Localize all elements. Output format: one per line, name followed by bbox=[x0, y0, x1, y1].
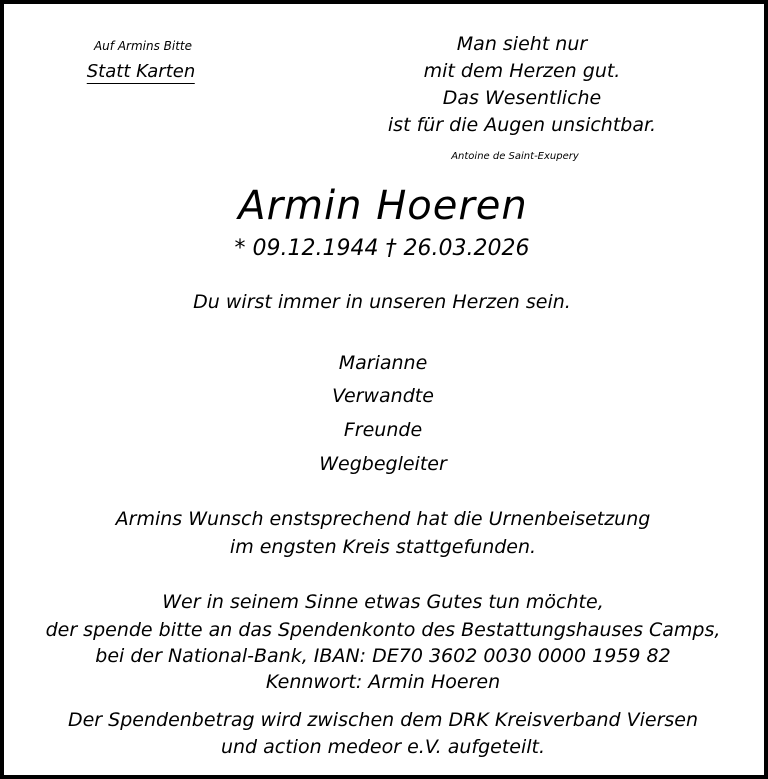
donation-line-1: Wer in seinem Sinne etwas Gutes tun möchte, bbox=[162, 591, 604, 613]
split-note-line-2: und action medeor e.V. aufgeteilt. bbox=[220, 736, 546, 758]
memorial-message: Du wirst immer in unseren Herzen sein. bbox=[193, 291, 571, 313]
quote-line-2: mit dem Herzen gut. bbox=[423, 60, 621, 82]
quote-line-3: Das Wesentliche bbox=[442, 87, 602, 109]
mourner-wegbegleiter: Wegbegleiter bbox=[319, 453, 447, 475]
quote-line-1: Man sieht nur bbox=[456, 33, 588, 55]
mourner-marianne: Marianne bbox=[338, 352, 428, 374]
quote-author: Antoine de Saint-Exupery bbox=[451, 151, 579, 162]
mourner-verwandte: Verwandte bbox=[332, 385, 434, 407]
split-note-line-1: Der Spendenbetrag wird zwischen dem DRK Kreisverband Viersen bbox=[67, 709, 699, 731]
donation-line-2: der spende bitte an das Spendenkonto des Bestattungshauses Camps, bbox=[45, 619, 721, 641]
deceased-name: Armin Hoeren bbox=[238, 183, 528, 229]
mourner-freunde: Freunde bbox=[343, 419, 423, 441]
life-dates: * 09.12.1944 † 26.03.2026 bbox=[234, 236, 530, 261]
donation-iban-line: bei der National-Bank, IBAN: DE70 3602 0030 0000 1959 82 bbox=[95, 645, 671, 667]
statt-karten-label: Statt Karten bbox=[86, 61, 196, 82]
burial-note-line-2: im engsten Kreis stattgefunden. bbox=[229, 536, 537, 558]
request-line: Auf Armins Bitte bbox=[93, 39, 193, 53]
donation-kennwort: Kennwort: Armin Hoeren bbox=[265, 671, 501, 693]
burial-note-line-1: Armins Wunsch enstsprechend hat die Urnenbeisetzung bbox=[115, 508, 651, 530]
quote-line-4: ist für die Augen unsichtbar. bbox=[387, 114, 657, 136]
